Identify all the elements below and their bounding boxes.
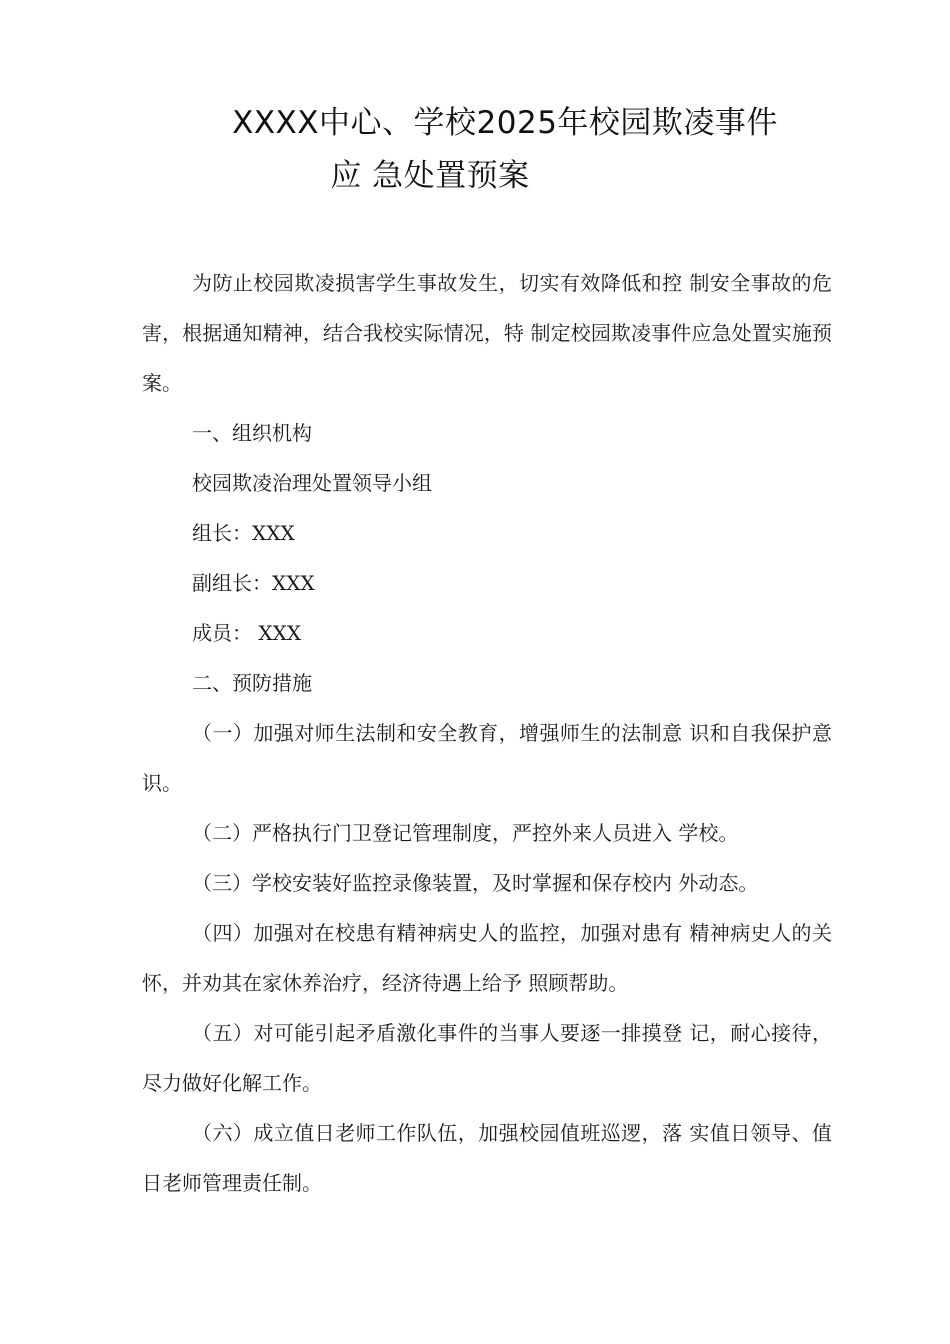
- paragraph-leadership-group: 校园欺凌治理处置领导小组: [192, 471, 432, 495]
- paragraph-measure-5: （五）对可能引起矛盾激化事件的当事人要逐一排摸登 记，耐心接待，尽力做好化解工作。: [142, 1021, 832, 1095]
- document-body: [142, 258, 832, 1208]
- paragraph-measure-6: （六）成立值日老师工作队伍，加强校园值班巡逻，落 实值日领导、值日老师管理责任制。: [142, 1121, 832, 1195]
- paragraph-measure-3: （三）学校安装好监控录像装置，及时掌握和保存校内 外动态。: [192, 871, 759, 895]
- paragraph-measure-1: （一）加强对师生法制和安全教育，增强师生的法制意 识和自我保护意识。: [142, 721, 832, 795]
- document-title-line1: XXXX中心、学校2025年校园欺凌事件: [232, 105, 778, 141]
- section-heading-prevention: 二、预防措施: [192, 671, 312, 695]
- paragraph-leader: 组长：XXX: [192, 521, 295, 545]
- paragraph-measure-2: （二）严格执行门卫登记管理制度，严控外来人员进入 学校。: [192, 821, 739, 845]
- paragraph-intro: 为防止校园欺凌损害学生事故发生，切实有效降低和控 制安全事故的危害，根据通知精神，结合我校实际情况，特 制定校园欺凌事件应急处置实施预案。: [142, 271, 832, 395]
- section-heading-organization: 一、组织机构: [192, 421, 312, 445]
- paragraph-measure-4: （四）加强对在校患有精神病史人的监控，加强对患有 精神病史人的关怀，并劝其在家休养治疗，经济待遇上给予 照顾帮助。: [142, 921, 832, 995]
- document-title-line2: 应 急处置预案: [330, 158, 530, 194]
- paragraph-deputy-leader: 副组长：XXX: [192, 571, 315, 595]
- paragraph-members: 成员： XXX: [192, 621, 302, 645]
